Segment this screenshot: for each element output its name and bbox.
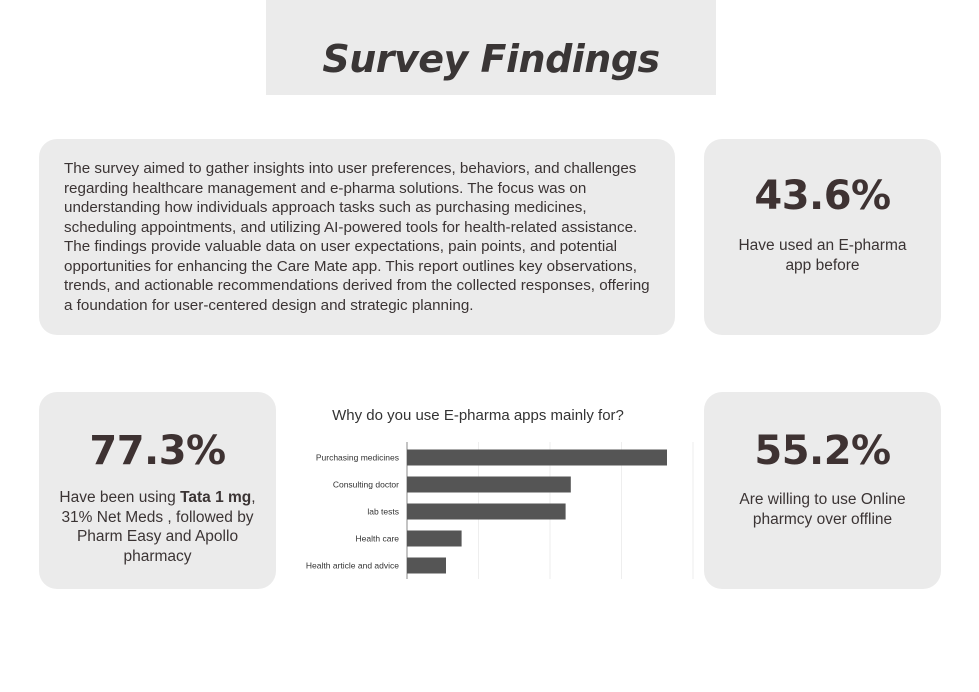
stat-value: 43.6% <box>754 173 891 219</box>
chart-title: Why do you use E-pharma apps mainly for? <box>332 407 624 424</box>
usage-bar-chart <box>300 402 700 597</box>
stat-desc-brand: Tata 1 mg <box>180 489 252 506</box>
chart-bar <box>407 504 566 520</box>
chart-category-label: lab tests <box>367 506 399 517</box>
chart-category-label: Health care <box>355 533 399 544</box>
stat-description <box>53 488 263 566</box>
page-title: Survey Findings <box>322 36 660 81</box>
stat-desc-post: , 31% Net Meds , followed by Pharm Easy and Apollo pharmacy <box>61 489 256 565</box>
intro-text: The survey aimed to gather insights into user preferences, behaviors, and challenges regarding healthcare management and e-pharma solutions. The focus was on understanding how individuals approach tasks such as purchasing medicines, scheduling appointments, and utilizing AI-powered tools for health-related assistance. The findings provide valuable data on user expectations, pain points, and potential opportunities for enhancing the Care Mate app. This report outlines key observations, trends, and actionable recommendations derived from the collected responses, offering a foundation for user-centered design and strategic planning. <box>64 160 650 314</box>
stat-desc-pre: Have been using <box>59 489 181 506</box>
chart-category-label: Consulting doctor <box>332 479 399 490</box>
stat-card-online <box>704 392 941 589</box>
chart-bar <box>407 450 667 466</box>
intro-card <box>39 139 675 335</box>
chart-category-label: Health article and advice <box>305 560 399 571</box>
stat-description: Are willing to use Online pharmcy over offline <box>739 491 906 528</box>
chart-bar <box>407 477 571 493</box>
stat-value: 55.2% <box>754 428 891 474</box>
stat-card-used-epharma <box>704 139 941 335</box>
chart-plot <box>300 402 700 597</box>
chart-bar <box>407 531 462 547</box>
chart-category-label: Purchasing medicines <box>315 452 399 463</box>
chart-bar <box>407 558 446 574</box>
stat-card-tata <box>39 392 276 589</box>
title-banner <box>266 0 716 95</box>
stat-description: Have used an E-pharma app before <box>738 237 907 274</box>
stat-value: 77.3% <box>89 428 226 474</box>
